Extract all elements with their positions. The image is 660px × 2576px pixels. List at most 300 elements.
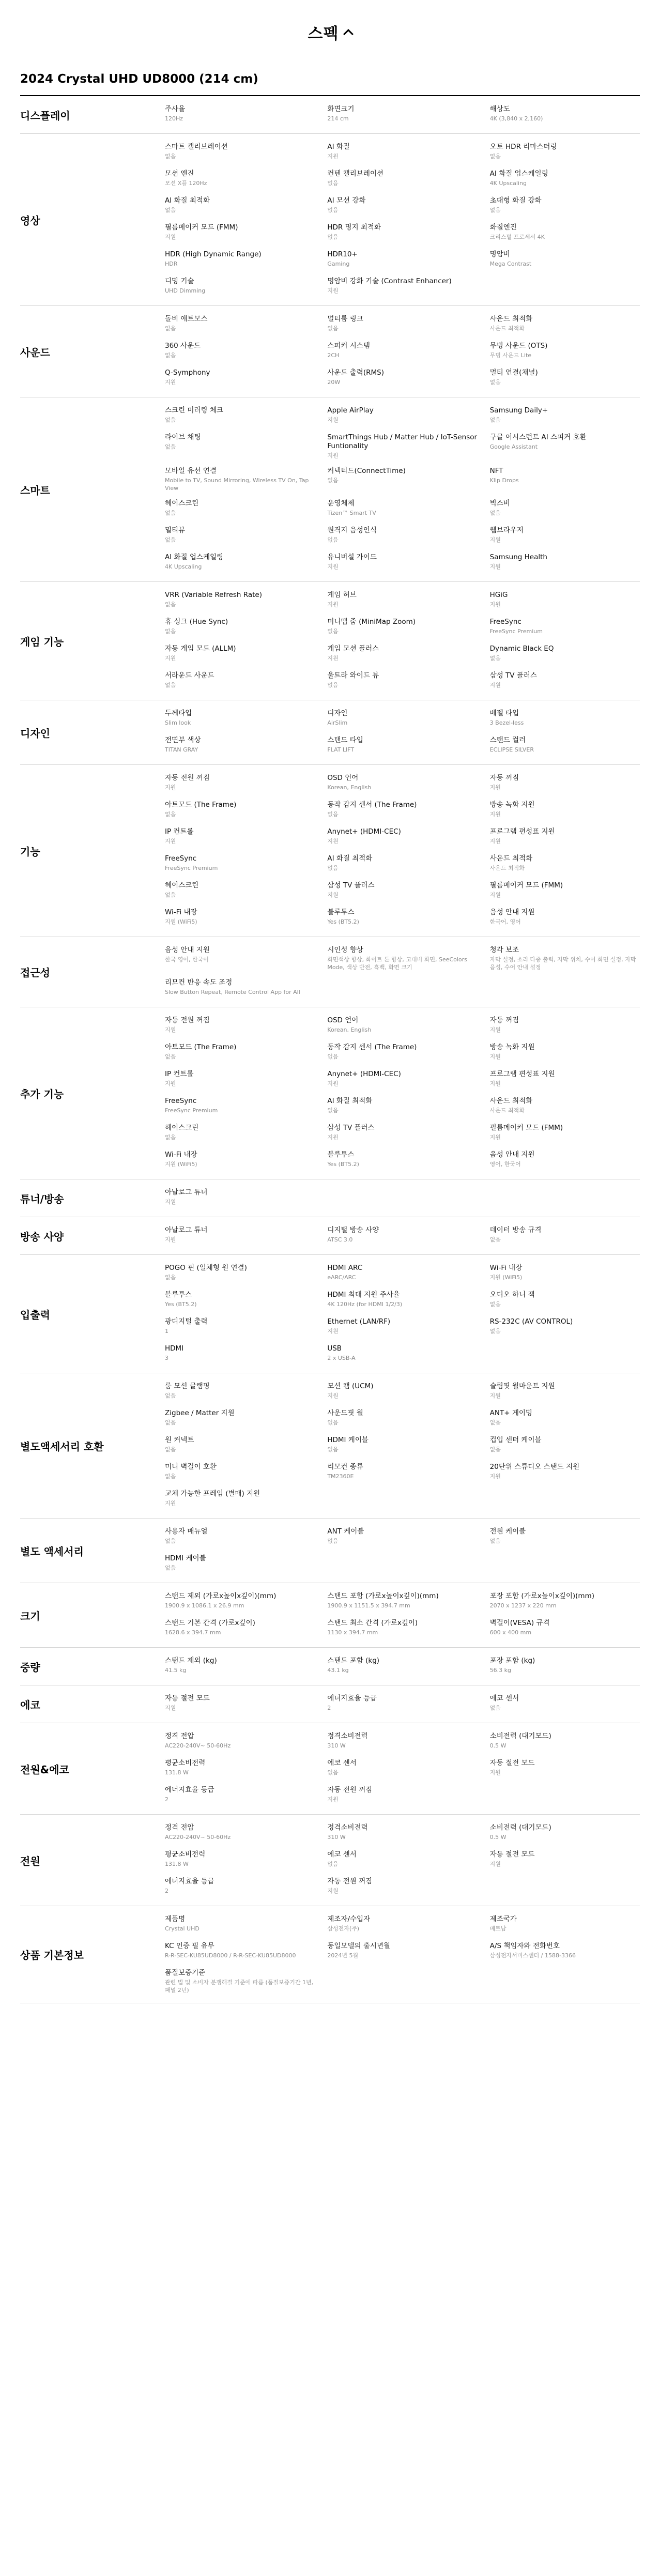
spec-value: Crystal UHD bbox=[165, 1925, 199, 1932]
spec-label: 원격지 음성인식 bbox=[327, 526, 377, 534]
spec-value: 지원 bbox=[165, 234, 176, 240]
spec-item bbox=[165, 854, 315, 874]
spec-value: 없음 bbox=[327, 811, 339, 818]
spec-value: Gaming bbox=[327, 260, 350, 267]
spec-value: 지원 bbox=[165, 1236, 176, 1243]
spec-item bbox=[327, 1592, 477, 1612]
spec-value: 베트남 bbox=[489, 1925, 506, 1932]
spec-item bbox=[165, 143, 315, 162]
spec-value: 없음 bbox=[327, 207, 339, 213]
spec-label: FreeSync bbox=[489, 618, 521, 626]
spec-value: 없음 bbox=[489, 1236, 501, 1243]
spec-label: 리모컨 종류 bbox=[327, 1463, 363, 1471]
spec-value: 자막 설정, 소리 다중 출력, 자막 위치, 수어 화면 설정, 자막 음성, 수어 안내 설정 bbox=[489, 956, 636, 971]
spec-value: 지원 (WiFi5) bbox=[165, 918, 197, 925]
spec-item bbox=[165, 1264, 315, 1283]
spec-item bbox=[490, 801, 640, 820]
spec-value: 3 bbox=[165, 1355, 168, 1361]
spec-item bbox=[327, 671, 477, 691]
spec-value: 4K (3,840 x 2,160) bbox=[489, 115, 543, 122]
spec-label: 20단위 스튜디오 스탠드 지원 bbox=[489, 1463, 580, 1471]
spec-value: Mobile to TV, Sound Mirroring, Wireless TV On, Tap View bbox=[165, 477, 309, 492]
spec-item bbox=[490, 369, 640, 388]
spec-label: 사운드 출력(RMS) bbox=[327, 369, 384, 377]
spec-label: Anynet+ (HDMI-CEC) bbox=[327, 827, 401, 836]
spec-value: 20W bbox=[327, 379, 341, 386]
spec-item bbox=[490, 143, 640, 162]
spec-label: IP 컨트롤 bbox=[165, 1070, 194, 1078]
spec-item bbox=[327, 1226, 477, 1246]
spec-value: 56.3 kg bbox=[489, 1667, 511, 1674]
section-title: 별도 액세서리 bbox=[20, 1545, 84, 1558]
spec-label: 프로그램 편성표 지원 bbox=[489, 1070, 555, 1078]
spec-value: 지원 bbox=[327, 563, 339, 570]
spec-item bbox=[165, 1097, 315, 1116]
spec-value: 없음 bbox=[327, 1053, 339, 1060]
spec-label: HDR 명지 최적화 bbox=[327, 223, 381, 232]
spec-item bbox=[165, 1188, 315, 1208]
spec-value: 없음 bbox=[165, 682, 176, 688]
spec-value: 지원 bbox=[327, 452, 339, 459]
spec-value: 지원 bbox=[327, 287, 339, 294]
spec-value: 없음 bbox=[165, 207, 176, 213]
spec-label: 빅스비 bbox=[489, 499, 510, 508]
spec-item bbox=[327, 1344, 477, 1364]
spec-item bbox=[327, 1382, 477, 1402]
spec-label: 명암비 bbox=[489, 250, 510, 258]
spec-value: 없음 bbox=[165, 811, 176, 818]
spec-label: HGiG bbox=[489, 591, 508, 599]
spec-label: 품질보증기준 bbox=[165, 1969, 206, 1977]
spec-grid bbox=[165, 709, 640, 756]
spec-item bbox=[490, 1070, 640, 1090]
spec-item bbox=[165, 709, 315, 729]
spec-value: 지원 bbox=[327, 892, 339, 898]
spec-label: 제품명 bbox=[165, 1915, 186, 1923]
spec-value: 지원 bbox=[327, 838, 339, 845]
spec-label: AI 화질 업스케일링 bbox=[165, 553, 224, 561]
spec-value: 사운드 최적화 bbox=[489, 325, 525, 332]
spec-value: 없음 bbox=[327, 325, 339, 332]
spec-item bbox=[490, 1657, 640, 1676]
spec-value: 크리스털 프로세서 4K bbox=[489, 234, 545, 240]
spec-value: Mega Contrast bbox=[489, 260, 532, 267]
spec-value: 없음 bbox=[327, 180, 339, 187]
spec-label: 모션 엔진 bbox=[165, 170, 194, 178]
spec-label: Anynet+ (HDMI-CEC) bbox=[327, 1070, 401, 1078]
spec-item bbox=[490, 1016, 640, 1036]
spec-value: 없음 bbox=[165, 1446, 176, 1453]
spec-value: 없음 bbox=[489, 417, 501, 423]
spec-value: 화면색상 향상, 화이트 톤 향상, 고대비 화면, SeeColors Mode, 색상 반전, 흑백, 화면 크기 bbox=[327, 956, 467, 971]
spec-label: 스탠드 제외 (kg) bbox=[165, 1657, 217, 1665]
spec-item bbox=[165, 1759, 315, 1778]
section-title: 전원 bbox=[20, 1854, 40, 1867]
spec-value: 사운드 최적화 bbox=[489, 1107, 525, 1114]
spec-section bbox=[20, 306, 640, 397]
spec-item bbox=[165, 467, 315, 492]
spec-item bbox=[165, 223, 315, 243]
spec-value: 없음 bbox=[327, 234, 339, 240]
spec-grid bbox=[165, 1016, 640, 1170]
spec-value: 지원 bbox=[489, 1473, 501, 1480]
spec-value: Klip Drops bbox=[489, 477, 519, 484]
spec-item bbox=[165, 1850, 315, 1870]
spec-grid bbox=[165, 1592, 640, 1638]
spec-value: AC220-240V~ 50-60Hz bbox=[165, 1742, 231, 1749]
spec-item bbox=[165, 1877, 315, 1897]
spec-label: 에너지효율 등급 bbox=[165, 1877, 214, 1885]
spec-grid bbox=[165, 1264, 640, 1364]
spec-section bbox=[20, 1179, 640, 1217]
spec-label: 동작 감지 센서 (The Frame) bbox=[327, 1043, 417, 1051]
spec-label: Apple AirPlay bbox=[327, 406, 374, 415]
spec-value: 지원 bbox=[165, 784, 176, 791]
spec-value: 관련 법 및 소비자 분쟁해결 기준에 따름 (품질보증기간 1년, 패널 2년) bbox=[165, 1979, 314, 1994]
spec-item bbox=[490, 709, 640, 729]
section-title: 스마트 bbox=[20, 484, 50, 497]
spec-item bbox=[165, 196, 315, 216]
spec-item bbox=[327, 1151, 477, 1170]
spec-value: 모션 X플 120Hz bbox=[165, 180, 207, 187]
spec-label: 두께타입 bbox=[165, 709, 192, 717]
spec-grid bbox=[165, 315, 640, 388]
spec-item bbox=[490, 908, 640, 928]
spec-label: RS-232C (AV CONTROL) bbox=[489, 1317, 573, 1326]
spec-item bbox=[327, 1016, 477, 1036]
spec-label: 자동 절전 모드 bbox=[489, 1850, 535, 1859]
spec-label: 리모컨 반응 속도 조정 bbox=[165, 978, 233, 987]
spec-label: 스탠드 제외 (가로x높이x깊이)(mm) bbox=[165, 1592, 277, 1600]
spec-label: HDMI bbox=[165, 1344, 184, 1353]
spec-value: 지원 bbox=[489, 563, 501, 570]
spec-value: 지원 bbox=[327, 1392, 339, 1399]
spec-item bbox=[327, 1619, 477, 1638]
spec-grid bbox=[165, 1915, 640, 1994]
spec-value: 없음 bbox=[327, 1769, 339, 1776]
spec-section bbox=[20, 1648, 640, 1685]
spec-label: 베젤 타입 bbox=[489, 709, 519, 717]
spec-value: 600 x 400 mm bbox=[489, 1629, 532, 1636]
spec-value: AC220-240V~ 50-60Hz bbox=[165, 1834, 231, 1841]
spec-label: 포장 포함 (가로x높이x깊이)(mm) bbox=[489, 1592, 594, 1600]
spec-label: 오디오 하니 잭 bbox=[489, 1291, 535, 1299]
spec-label: 삼성 TV 플러스 bbox=[327, 881, 375, 890]
spec-item bbox=[327, 467, 477, 492]
spec-value: 1900.9 x 1086.1 x 26.9 mm bbox=[165, 1602, 244, 1609]
spec-item bbox=[165, 1554, 315, 1574]
spec-value: 2 bbox=[165, 1796, 168, 1803]
spec-value: 없음 bbox=[165, 1538, 176, 1544]
section-title: 에코 bbox=[20, 1698, 40, 1711]
spec-label: 자동 게임 모드 (ALLM) bbox=[165, 645, 236, 653]
spec-label: 블루투스 bbox=[165, 1291, 192, 1299]
spec-label: Samsung Health bbox=[489, 553, 547, 561]
spec-label: AI 화질 최적화 bbox=[327, 854, 373, 863]
spec-value: 지원 bbox=[489, 536, 501, 543]
spec-label: 자동 절전 모드 bbox=[165, 1694, 210, 1703]
spec-label: 자동 전원 꺼짐 bbox=[327, 1786, 373, 1794]
spec-item bbox=[327, 526, 477, 546]
spec-value: 없음 bbox=[165, 1419, 176, 1426]
spec-item bbox=[490, 1043, 640, 1063]
spec-label: 에코 센서 bbox=[489, 1694, 519, 1703]
spec-item bbox=[327, 406, 477, 426]
spec-value: 없음 bbox=[165, 1053, 176, 1060]
spec-value: 지원 bbox=[489, 1134, 501, 1141]
spec-item bbox=[327, 143, 477, 162]
spec-section bbox=[20, 96, 640, 134]
section-title: 접근성 bbox=[20, 967, 50, 979]
spec-item bbox=[165, 342, 315, 361]
spec-value: 0.5 W bbox=[489, 1834, 506, 1841]
spec-section bbox=[20, 1906, 640, 2003]
spec-label: 헤이스크린 bbox=[165, 1124, 199, 1132]
spec-section bbox=[20, 582, 640, 700]
spec-value: 한국 영어, 한국어 bbox=[165, 956, 209, 963]
spec-label: 헤이스크린 bbox=[165, 499, 199, 508]
spec-item bbox=[490, 1124, 640, 1143]
spec-label: 휴 싱크 (Hue Sync) bbox=[165, 618, 228, 626]
spec-value: 1130 x 394.7 mm bbox=[327, 1629, 378, 1636]
spec-label: 평균소비전력 bbox=[165, 1759, 206, 1767]
spec-item bbox=[165, 433, 315, 459]
spec-item bbox=[327, 553, 477, 573]
spec-label: 광디지털 출력 bbox=[165, 1317, 208, 1326]
spec-value: 없음 bbox=[327, 682, 339, 688]
spec-label: 프로그램 편성표 지원 bbox=[489, 827, 555, 836]
section-title: 사운드 bbox=[20, 346, 50, 359]
spec-item bbox=[327, 105, 477, 125]
spec-value: UHD Dimming bbox=[165, 287, 206, 294]
spec-section bbox=[20, 700, 640, 765]
spec-item bbox=[327, 1759, 477, 1778]
spec-item bbox=[327, 1317, 477, 1337]
spec-value: 없음 bbox=[489, 1301, 501, 1308]
section-title: 게임 기능 bbox=[20, 635, 64, 648]
spec-item bbox=[165, 618, 315, 637]
spec-label: ANT+ 게이밍 bbox=[489, 1409, 532, 1417]
spec-label: 자동 절전 모드 bbox=[489, 1759, 535, 1767]
section-title: 중량 bbox=[20, 1661, 40, 1674]
spec-item bbox=[327, 1043, 477, 1063]
spec-label: VRR (Variable Refresh Rate) bbox=[165, 591, 262, 599]
spec-item bbox=[165, 1619, 315, 1638]
spec-label: 블루투스 bbox=[327, 908, 355, 916]
spec-section bbox=[20, 1685, 640, 1723]
spec-label: 정격 전압 bbox=[165, 1732, 194, 1740]
spec-item bbox=[327, 709, 477, 729]
chevron-up-icon[interactable] bbox=[344, 29, 354, 39]
spec-label: 스탠드 최소 간격 (가로x깊이) bbox=[327, 1619, 418, 1627]
spec-item bbox=[490, 1097, 640, 1116]
spec-label: 디밍 기술 bbox=[165, 277, 194, 285]
spec-item bbox=[165, 315, 315, 334]
spec-label: 에코 센서 bbox=[327, 1759, 357, 1767]
spec-grid bbox=[165, 105, 640, 125]
spec-label: 청각 보조 bbox=[489, 946, 519, 954]
spec-label: 사운드핏 월 bbox=[327, 1409, 363, 1417]
spec-section bbox=[20, 397, 640, 582]
spec-label: 멀티룸 링크 bbox=[327, 315, 363, 323]
spec-item bbox=[490, 1732, 640, 1752]
spec-value: 지원 (WiFi5) bbox=[165, 1161, 197, 1168]
spec-label: AI 화질 최적화 bbox=[165, 196, 210, 205]
spec-value: Slim look bbox=[165, 719, 191, 726]
spec-value: Yes (BT5.2) bbox=[165, 1301, 197, 1308]
spec-value: Yes (BT5.2) bbox=[327, 918, 359, 925]
spec-item bbox=[490, 196, 640, 216]
spec-item bbox=[490, 105, 640, 125]
spec-value: FreeSync Premium bbox=[489, 628, 543, 635]
spec-value: 지원 bbox=[165, 379, 176, 386]
spec-item bbox=[165, 1344, 315, 1364]
spec-item bbox=[327, 1850, 477, 1870]
spec-item bbox=[165, 946, 315, 971]
spec-value: 310 W bbox=[327, 1834, 346, 1841]
spec-value: 없음 bbox=[327, 865, 339, 871]
spec-item bbox=[490, 223, 640, 243]
spec-item bbox=[490, 1942, 640, 1961]
spec-value: 없음 bbox=[489, 1446, 501, 1453]
spec-label: 사운드 최적화 bbox=[489, 315, 533, 323]
spec-value: 41.5 kg bbox=[165, 1667, 187, 1674]
spec-item bbox=[327, 315, 477, 334]
spec-label: 블루투스 bbox=[327, 1151, 355, 1159]
spec-item bbox=[165, 1694, 315, 1714]
spec-value: 삼성전자서비스센터 / 1588-3366 bbox=[489, 1952, 576, 1959]
spec-item bbox=[165, 1016, 315, 1036]
spec-grid bbox=[165, 774, 640, 928]
spec-label: 주사율 bbox=[165, 105, 186, 113]
spec-label: Zigbee / Matter 지원 bbox=[165, 1409, 235, 1417]
spec-label: 웹브라우저 bbox=[489, 526, 524, 534]
spec-label: 제조국가 bbox=[489, 1915, 517, 1923]
spec-label: 정격소비전력 bbox=[327, 1732, 368, 1740]
spec-value: 없음 bbox=[165, 1473, 176, 1480]
spec-value: Slow Button Repeat, Remote Control App for All bbox=[165, 989, 300, 995]
spec-item bbox=[165, 736, 315, 756]
spec-item bbox=[165, 1592, 315, 1612]
spec-sections bbox=[20, 96, 640, 2003]
spec-label: 멀티뷰 bbox=[165, 526, 186, 534]
spec-item bbox=[490, 1463, 640, 1482]
spec-label: Wi-Fi 내장 bbox=[165, 908, 197, 916]
spec-label: 데이터 방송 규격 bbox=[489, 1226, 542, 1234]
spec-value: 없음 bbox=[165, 1134, 176, 1141]
spec-label: 방송 녹화 지원 bbox=[489, 801, 535, 809]
section-title: 추가 기능 bbox=[20, 1087, 64, 1100]
spec-item bbox=[327, 881, 477, 901]
spec-toggle-button[interactable] bbox=[308, 21, 352, 43]
section-title: 기능 bbox=[20, 845, 40, 858]
spec-item bbox=[490, 618, 640, 637]
spec-item bbox=[165, 499, 315, 519]
spec-value: 지원 bbox=[489, 1861, 501, 1867]
spec-label: SmartThings Hub / Matter Hub / IoT-Sensor Funtionality bbox=[327, 433, 478, 450]
spec-item bbox=[490, 827, 640, 847]
spec-item bbox=[327, 1264, 477, 1283]
spec-value: TM2360E bbox=[327, 1473, 354, 1480]
spec-value: 없음 bbox=[489, 379, 501, 386]
spec-value: 지원 bbox=[489, 601, 501, 608]
spec-label: 초대형 화질 강화 bbox=[489, 196, 542, 205]
spec-value: 없음 bbox=[489, 207, 501, 213]
spec-section bbox=[20, 765, 640, 937]
spec-label: 명암비 강화 기술 (Contrast Enhancer) bbox=[327, 277, 452, 285]
spec-label: 화면크기 bbox=[327, 105, 355, 113]
spec-label: 삼성 TV 플러스 bbox=[327, 1124, 375, 1132]
spec-label: 시인성 향상 bbox=[327, 946, 363, 954]
spec-value: 없음 bbox=[165, 352, 176, 359]
spec-label: AI 화질 업스케일링 bbox=[489, 170, 548, 178]
spec-label: Ethernet (LAN/RF) bbox=[327, 1317, 391, 1326]
spec-label: 룸 모션 글램핑 bbox=[165, 1382, 210, 1390]
spec-item bbox=[165, 1382, 315, 1402]
spec-label: 아트모드 (The Frame) bbox=[165, 801, 237, 809]
spec-label: FreeSync bbox=[165, 1097, 197, 1105]
spec-item bbox=[490, 591, 640, 610]
spec-item bbox=[327, 801, 477, 820]
spec-item bbox=[490, 1915, 640, 1935]
spec-label: Samsung Daily+ bbox=[489, 406, 548, 415]
spec-item bbox=[327, 1409, 477, 1429]
spec-item bbox=[165, 591, 315, 610]
spec-value: 지원 bbox=[327, 417, 339, 423]
spec-value: 2070 x 1237 x 220 mm bbox=[489, 1602, 557, 1609]
spec-item bbox=[490, 1226, 640, 1246]
spec-label: 컵입 센터 케이블 bbox=[489, 1436, 542, 1444]
spec-item bbox=[490, 433, 640, 459]
spec-value: FreeSync Premium bbox=[165, 865, 218, 871]
spec-item bbox=[490, 1436, 640, 1455]
spec-value: 지원 bbox=[327, 1796, 339, 1803]
spec-item bbox=[490, 1264, 640, 1283]
spec-label: 구글 어시스턴트 AI 스피커 호환 bbox=[489, 433, 587, 441]
spec-item bbox=[490, 946, 640, 971]
spec-item bbox=[327, 170, 477, 189]
spec-value: 없음 bbox=[489, 1538, 501, 1544]
spec-item bbox=[490, 553, 640, 573]
spec-label: 벽걸이(VESA) 규격 bbox=[489, 1619, 550, 1627]
spec-grid bbox=[165, 1694, 640, 1714]
spec-label: 스탠드 타입 bbox=[327, 736, 363, 744]
section-title: 별도액세서리 호환 bbox=[20, 1440, 104, 1453]
spec-item bbox=[165, 1657, 315, 1676]
spec-item bbox=[165, 277, 315, 297]
spec-grid bbox=[165, 1382, 640, 1509]
spec-label: 헤이스크린 bbox=[165, 881, 199, 890]
spec-item bbox=[165, 1786, 315, 1805]
spec-item bbox=[165, 1463, 315, 1482]
spec-item bbox=[165, 1527, 315, 1547]
spec-value: 지원 bbox=[165, 1026, 176, 1033]
spec-value: 영어, 한국어 bbox=[489, 1161, 521, 1168]
spec-value: 지원 bbox=[327, 153, 339, 160]
spec-value: 지원 bbox=[327, 655, 339, 662]
spec-item bbox=[327, 196, 477, 216]
spec-label: FreeSync bbox=[165, 854, 197, 863]
spec-value: 지원 bbox=[165, 655, 176, 662]
spec-grid bbox=[165, 1527, 640, 1574]
spec-value: 지원 bbox=[489, 1026, 501, 1033]
spec-value: 지원 bbox=[165, 838, 176, 845]
spec-item bbox=[165, 1823, 315, 1843]
spec-value: 없음 bbox=[165, 892, 176, 898]
spec-label: POGO 핀 (일체형 원 연결) bbox=[165, 1264, 247, 1272]
spec-value: 131.8 W bbox=[165, 1769, 189, 1776]
spec-value: 2024년 5월 bbox=[327, 1952, 359, 1959]
